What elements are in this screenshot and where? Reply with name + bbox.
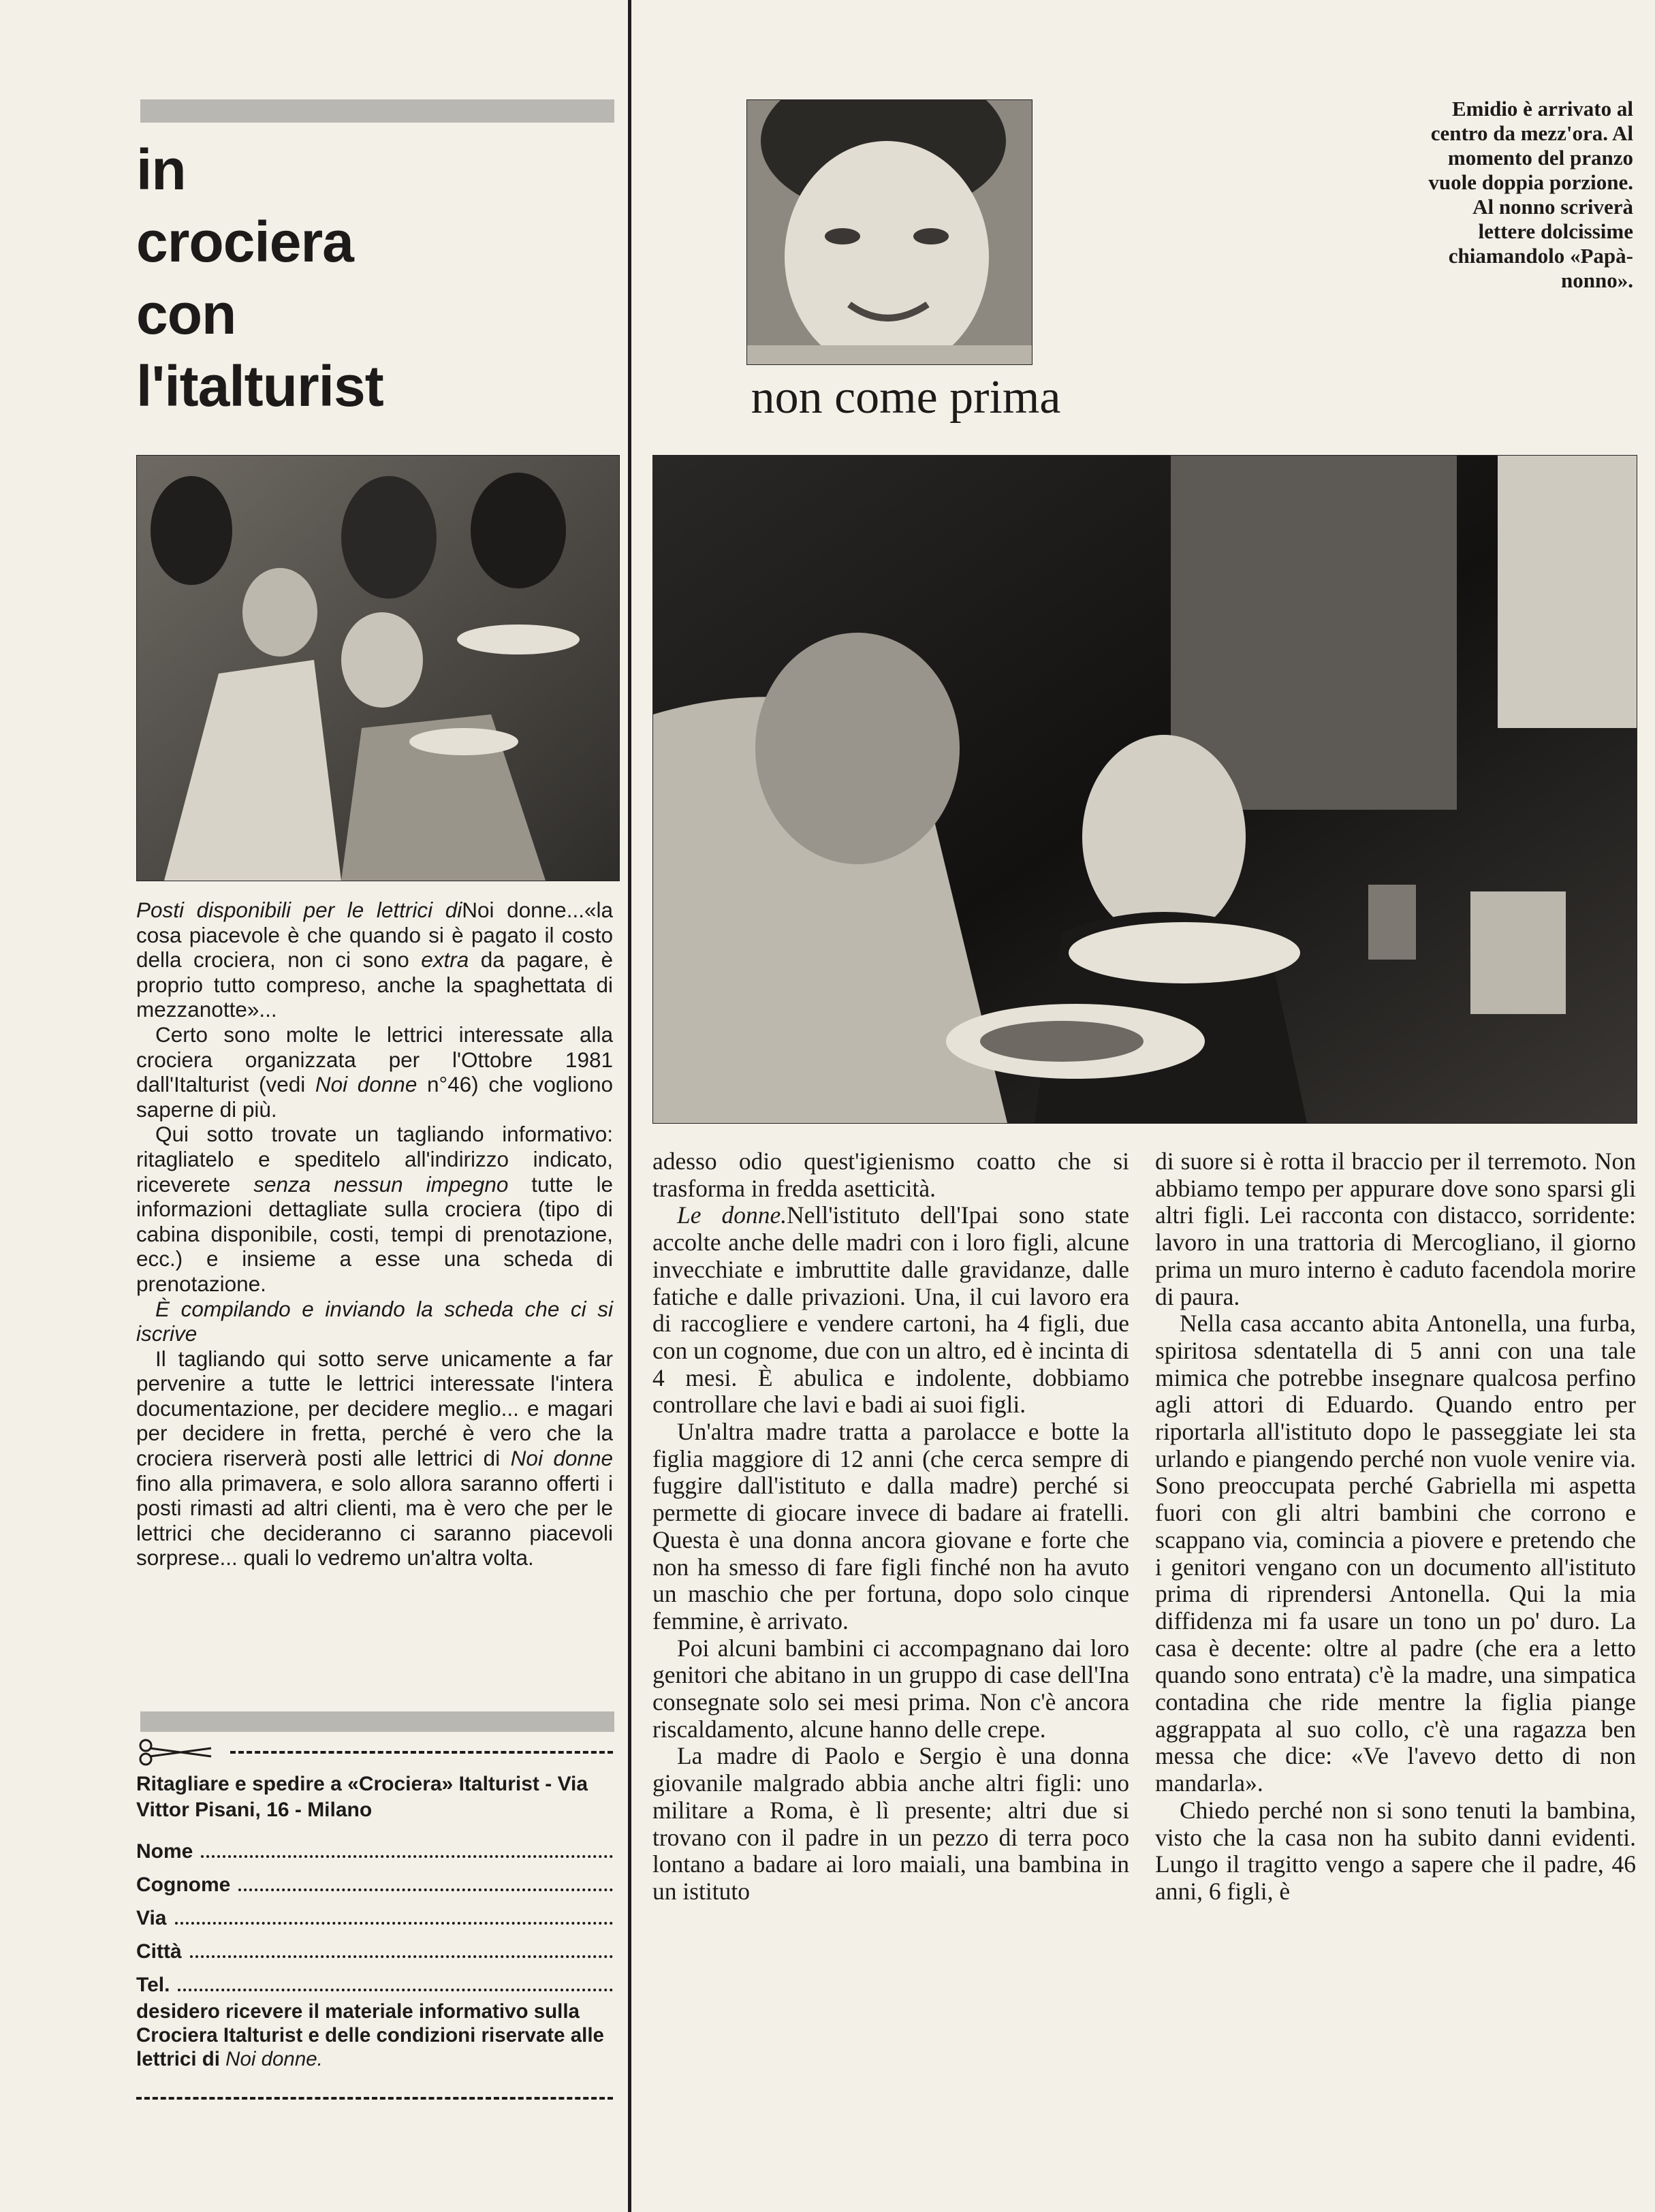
magazine-name: Noi donne [510,1446,613,1471]
dotted-line [175,1922,614,1925]
text: tutte le informazioni dettagliate sulla crociera (tipo di cabina disponibile, costi, tempi di prenotazione, ecc.) e insieme a esse una scheda di prenotazione. [136,1171,613,1296]
magazine-name: Noi donne [462,898,567,922]
paragraph [136,898,613,1022]
text: n°46) che vogliono saperne di più. [136,1072,613,1122]
paragraph: di suore si è rotta il braccio per il terremoto. Non abbiamo tempo per appurare dove sono sparsi gli altri figli. Lei racconta con distacco, sorridente: lavoro in una trattoria di Mercogliano, il giorno prima un muro interno è caduto facendola morire di paura. [1155,1148,1636,1310]
field-label: Cognome [136,1874,231,1896]
field-label: Città [136,1940,182,1963]
text: fino alla primavera, e solo allora saranno offerti i posti rimasti ad altri clienti, ma è vero che per le lettrici che decideranno ci saranno piacevoli sorprese... quali lo vedremo un'altra volta. [136,1470,613,1570]
text-italic: Posti disponibili per le lettrici di [136,898,462,922]
dotted-line [178,1989,613,1991]
coupon [136,1739,613,2112]
header-grey-bar [140,99,614,123]
party-photo [136,455,620,881]
coupon-header: Ritagliare e spedire a «Crociera» Italturist - Via Vittor Pisani, 16 - Milano [136,1773,588,1821]
paragraph [136,1346,613,1570]
coupon-field-nome[interactable] [136,1830,613,1863]
dashed-line [230,1751,613,1754]
paragraph: Un'altra madre tratta a parolacce e botte la figlia maggiore di 12 anni (che cerca sempre di fuggire dall'istituto e dalla madre) perché si permette di giocare invece di badare ai fratelli. Questa è una donna ancora giovane e forte che non ha smesso di fare figli finché non ha avuto un maschio che per fortuna, dopo solo cinque femmine, è arrivato. [652,1418,1129,1634]
paragraph [136,1297,613,1346]
text-italic: extra [421,947,469,973]
field-label: Tel. [136,1974,170,1996]
dotted-line [238,1889,613,1891]
article-subtitle: non come prima [751,371,1061,424]
paragraph: adesso odio quest'igienismo coatto che si trasforma in fredda asetticità. [652,1148,1129,1202]
article-column-1 [652,1148,1129,1906]
child-portrait [746,99,1033,365]
scissors-icon [136,1739,218,1766]
field-label: Nome [136,1840,193,1863]
field-label: Via [136,1907,167,1929]
title-line: in [136,138,186,202]
article-title [136,133,518,422]
title-line: con [136,282,236,346]
dotted-line [190,1955,613,1958]
paragraph [136,1022,613,1122]
coupon-grey-bar [140,1711,614,1732]
coupon-field-via[interactable] [136,1897,613,1930]
paragraph: Poi alcuni bambini ci accompagnano dai loro genitori che abitano in un gruppo di case dell'Ina consegnate solo sei mesi prima. Non c'è ancora riscaldamento, alcune hanno delle crepe. [652,1634,1129,1743]
photo-caption: Emidio è arrivato al centro da mezz'ora. Al momento del pranzo vuole doppia porzione. Al nonno scriverà lettere dolcissime chiamandolo «Papà-nonno». [1428,97,1633,292]
coupon-field-citta[interactable] [136,1930,613,1963]
text: da pagare, è proprio tutto compreso, anche la spaghettata di mezzanotte»... [136,947,613,1022]
cut-line-bottom [136,2085,613,2112]
text-italic: senza nessun impegno [253,1171,509,1197]
text: Il tagliando qui sotto serve unicamente a far pervenire a tutte le lettrici interessate l'intera documentazione, per decidere meglio... e magari per decidere in fretta, perché è vero che la crociera riserverà posti alle lettrici di [136,1346,613,1471]
coupon-field-cognome[interactable] [136,1863,613,1897]
text: Nell'istituto dell'Ipai sono state accolte anche delle madri con i loro figli, alcune invecchiate e imbruttite dalle gravidanze, dalle fatiche e dalle privazioni. Una, il cui lavoro era di raccogliere e vendere cartoni, ha 4 figli, due con un cognome, due con un altro, ed è incinta di 4 mesi. È abulica e indolente, dobbiamo controllare che lavi e badi ai suoi figli. [652,1201,1129,1419]
title-line: crociera [136,210,353,274]
magazine-name: Noi donne. [225,2048,323,2070]
promo-text [136,898,613,1570]
column-divider [628,0,631,2212]
coupon-field-tel[interactable] [136,1963,613,1997]
magazine-name: Noi donne [315,1072,417,1097]
article-column-2 [1155,1148,1636,1906]
cut-line [136,1739,613,1766]
section-lead: Le donne. [677,1201,787,1229]
text: Certo sono molte le lettrici interessate alla crociera organizzata per l'Ottobre 1981 dall'Italturist (vedi [136,1022,613,1097]
paragraph: La madre di Paolo e Sergio è una donna giovanile malgrado abbia anche altri figli: uno militare a Roma, è lì presente; altri due si trovano con il padre in un pezzo di terra poco lontano a badare ai loro maiali, una bambina in un istituto [652,1742,1129,1905]
text: desidero ricevere il materiale informativo sulla Crociera Italturist e delle condizioni riservate alle lettrici di [136,2000,604,2070]
dashed-line [136,2097,613,2100]
paragraph: Chiedo perché non si sono tenuti la bambina, visto che la casa non ha subito danni evidenti. Lungo il tragitto vengo a sapere che il padre, 46 anni, 6 figli, è [1155,1796,1636,1905]
coupon-request-text [136,2000,613,2071]
title-line: l'italturist [136,354,383,418]
dinner-photo [652,455,1637,1124]
text: Qui sotto trovate un tagliando informativo: ritagliatelo e speditelo all'indirizzo indicato, riceverete [136,1122,613,1197]
dotted-line [201,1855,613,1858]
paragraph: Nella casa accanto abita Antonella, una furba, spiritosa sdentatella di 5 anni con una tale mimica che potrebbe insegnare qualcosa perfino agli attori di Eduardo. Quando entro per riportarla all'istituto dopo le passeggiate lei sta urlando e piangendo perché non vuole venire via. Sono preoccupata perché Gabriella mi aspetta fuori con gli altri bambini che corrono e scappano via, comincia a piovere e pretendo che i genitori vengano con un documento all'istituto prima di riprendersi Antonella. Qui la mia diffidenza mi fa usare un tono un po' duro. La casa è decente: oltre al padre (che era a letto quando sono entrata) c'è la madre, una simpatica contadina che ride mentre la figlia piange aggrappata al suo collo, c'è una ragazza ben messa che dice: «Ve l'avevo detto di non mandarla». [1155,1310,1636,1797]
paragraph [652,1202,1129,1419]
text-italic: È compilando e inviando la scheda che ci si iscrive [136,1296,613,1346]
text: ...«la cosa piacevole è che quando si è pagato il costo della crociera, non ci sono [136,898,613,973]
paragraph [136,1122,613,1296]
